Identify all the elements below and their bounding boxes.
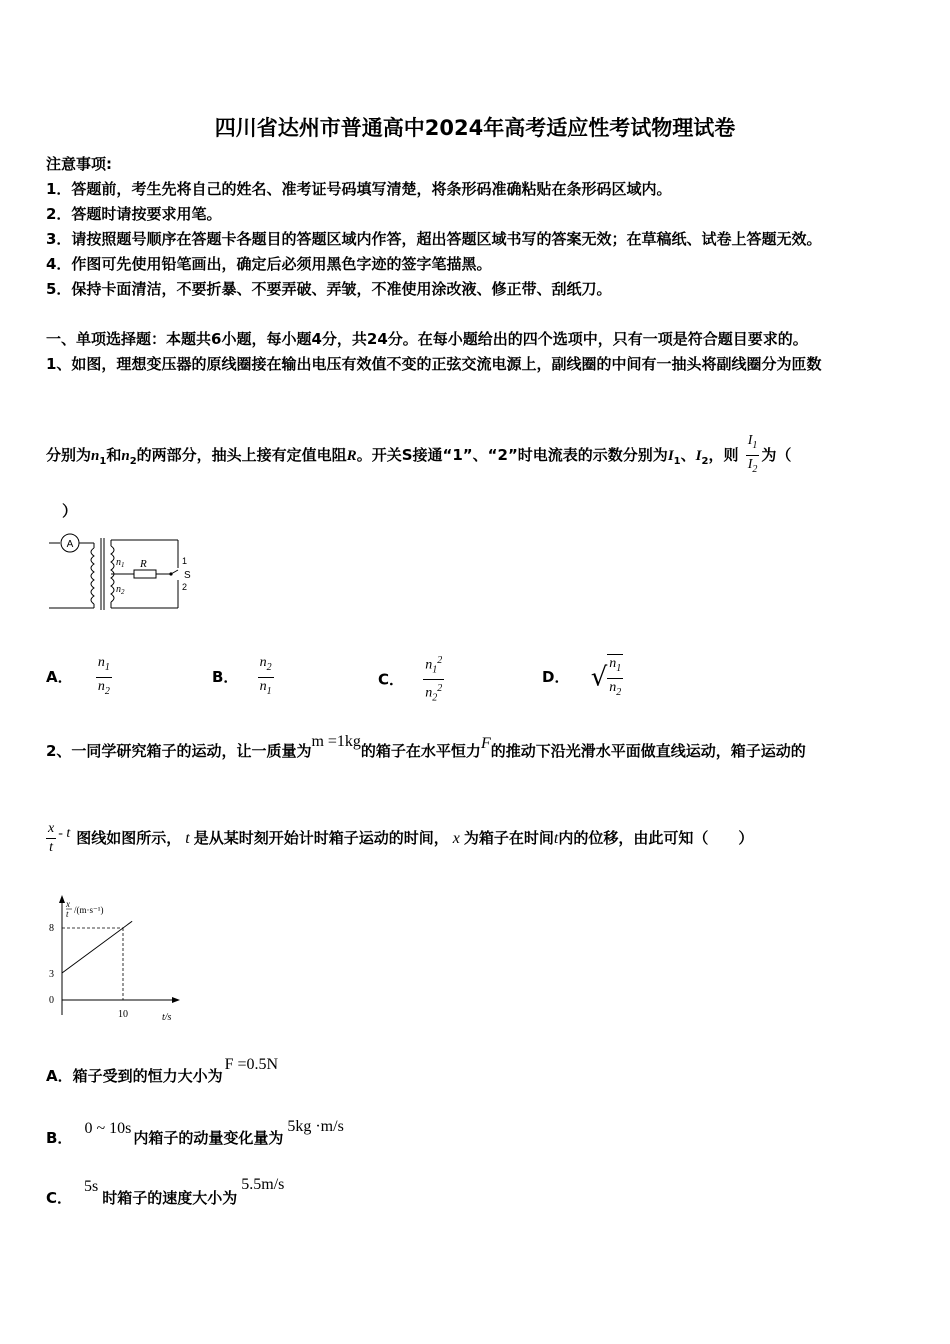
n1-coil-label: $n_1$ [116, 557, 125, 569]
data-line [62, 921, 132, 973]
y-tick-label-0: 0 [49, 995, 54, 1006]
transformer-circuit-diagram [44, 528, 204, 618]
y-axis-label-den: t [66, 909, 69, 919]
page-title: 四川省达州市普通高中2024年高考适应性考试物理试卷 [214, 116, 736, 140]
question-1-line1: 1、如图，理想变压器的原线圈接在输出电压有效值不变的正弦交流电源上，副线圈的中间有一抽头将副线圈分为匝数 [46, 355, 822, 373]
y-axis-arrow [59, 895, 65, 903]
switch-label: S [184, 570, 191, 581]
y-axis-label-unit: /(m·s⁻¹) [74, 905, 104, 915]
section-heading: 一、单项选择题：本题共6小题，每小题4分，共24分。在每小题给出的四个选项中，只有一项是符合题目要求的。 [46, 330, 808, 348]
x-over-t-vs-t-chart [44, 895, 194, 1025]
question-1-close: ） [62, 502, 78, 520]
notice-item: 1．答题前，考生先将自己的姓名、准考证号码填写清楚，将条形码准确粘贴在条形码区域内。 [46, 180, 672, 198]
switch-position-1: 1 [182, 556, 188, 566]
y-tick-label-3: 3 [49, 969, 54, 980]
notice-item: 3．请按照题号顺序在答题卡各题目的答题区域内作答，超出答题区域书写的答案无效；在草稿纸、试卷上答题无效。 [46, 230, 822, 248]
notice-item: 4．作图可先使用铅笔画出，确定后必须用黑色字迹的签字笔描黑。 [46, 255, 492, 273]
current-ratio: $\frac{I_1}{I_2}$ [747, 433, 758, 475]
n2-coil-label: $n_2$ [116, 584, 125, 596]
x-axis-label: t/s [162, 1012, 172, 1023]
option-a[interactable]: A． $\frac{n_1}{n_2}$ [46, 655, 110, 697]
option-c[interactable]: C． $\frac{n_1^2}{n_2^2}$ [378, 652, 444, 708]
option-b[interactable]: B． $\frac{n_2}{n_1}$ [212, 655, 272, 697]
option-d[interactable]: D． √ $\frac{n_1}{n_2}$ [542, 652, 623, 703]
y-tick-label-8: 8 [49, 923, 54, 934]
ammeter-label: A [66, 539, 74, 550]
notice-item: 2．答题时请按要求用笔。 [46, 205, 222, 223]
y-axis-label-num: x [66, 899, 70, 909]
x-tick-label-10: 10 [118, 1009, 128, 1020]
question-2-line2: $\frac{x}{t}$ - t 图线如图所示， t 是从某时刻开始计时箱子运动的时间， x 为箱子在时间t内的位移，由此可知（ ） [48, 821, 754, 855]
notice-item: 5．保持卡面清洁，不要折暴、不要弄破、弄皱，不准使用涂改液、修正带、刮纸刀。 [46, 280, 612, 298]
notice-heading: 注意事项: [46, 155, 112, 173]
x-over-t: $\frac{x}{t}$ [48, 821, 55, 855]
question-1-line2: 分别为$n_1$和$n_2$的两部分，抽头上接有定值电阻R。开关S接通“1”、“2”时电流表的示数分别为$I_1$、$I_2$，则 $\frac{I_1}{I_2}$ 为（ [46, 432, 791, 479]
sqrt-expression: √ $\frac{n_1}{n_2}$ [591, 652, 624, 703]
resistor-label: R [140, 558, 147, 570]
q2-option-b[interactable]: B．0 ~ 10s内箱子的动量变化量为5kg ·m/s [46, 1118, 344, 1147]
x-axis-arrow [172, 997, 180, 1003]
question-2-line1: 2、一同学研究箱子的运动，让一质量为m =1kg的箱子在水平恒力F的推动下沿光滑水平面做直线运动，箱子运动的 [46, 733, 806, 760]
q2-option-a[interactable]: A．箱子受到的恒力大小为F =0.5N [46, 1056, 279, 1085]
q2-option-c[interactable]: C．5s时箱子的速度大小为5.5m/s [46, 1176, 285, 1207]
switch-position-2: 2 [182, 582, 188, 592]
